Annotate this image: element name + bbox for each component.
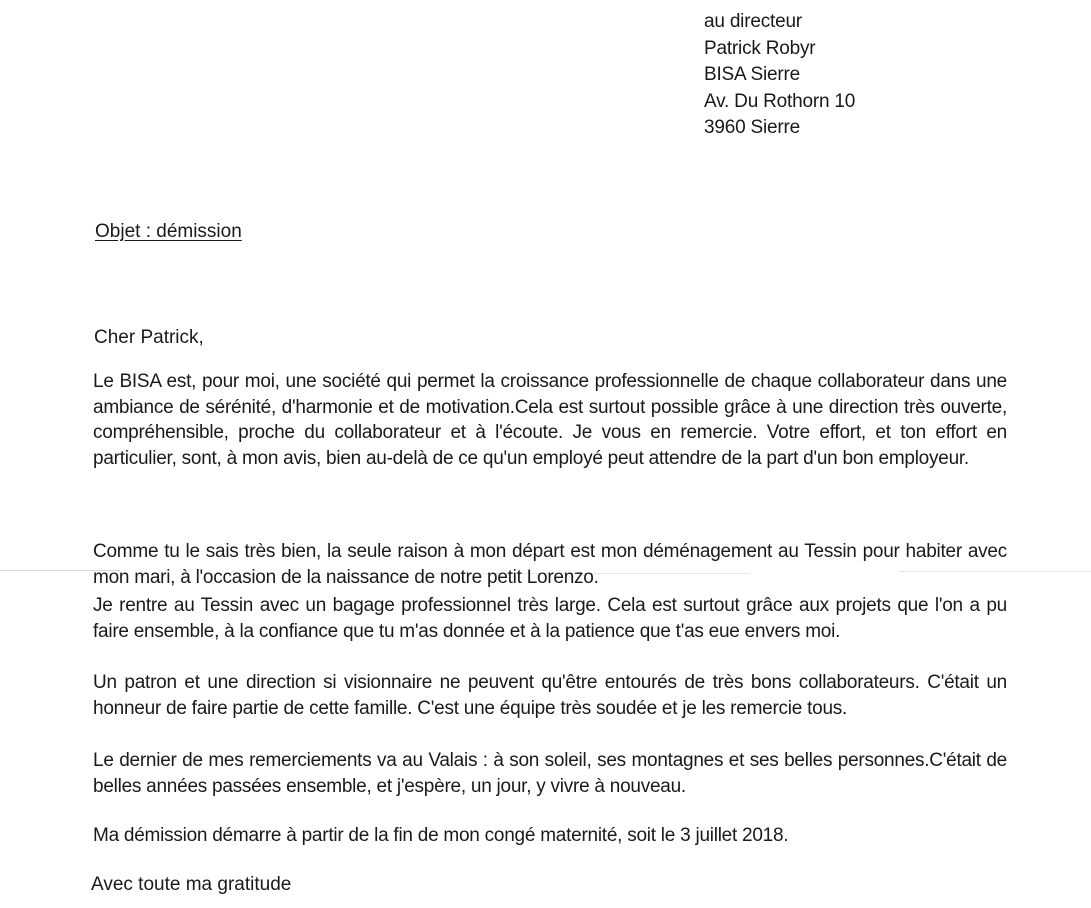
recipient-street: Av. Du Rothorn 10 — [704, 90, 856, 112]
recipient-line: au directeur — [704, 11, 802, 32]
recipient-name: Patrick Robyr — [704, 37, 816, 59]
paragraph-team: Un patron et une direction si visionnaire ne peuvent qu'être entourés de très bons collaborateurs. C'était un honneur de faire partie de cette famille. C'est une équipe très soudée et je les remercie tous. — [93, 672, 1007, 719]
paragraph-valais: Le dernier de mes remerciements va au Valais : à son soleil, ses montagnes et ses belles personnes.C'était de belles années passées ensemble, et j'espère, un jour, y vivre à nouveau. — [93, 750, 1007, 797]
paragraph-reason: Comme tu le sais très bien, la seule raison à mon départ est mon déménagement au Tessin pour habiter avec mon mari, à l'occasion de la naissance de notre petit Lorenzo. — [93, 541, 1007, 588]
letter-subject: Objet : démission — [95, 221, 242, 242]
paragraph-experience: Je rentre au Tessin avec un bagage professionnel très large. Cela est surtout grâce aux projets que l'on a pu faire ensemble, à la confiance que tu m'as donnée et à la patience que t'as eue envers moi. — [93, 595, 1007, 642]
salutation: Cher Patrick, — [94, 327, 204, 348]
recipient-city: 3960 Sierre — [704, 117, 801, 138]
closing-line: Avec toute ma gratitude — [91, 874, 292, 895]
recipient-address — [704, 9, 855, 142]
paragraph-appreciation: Le BISA est, pour moi, une société qui permet la croissance professionnelle de chaque collaborateur dans une ambiance de sérénité, d'harmonie et de motivation.Cela est surtout possible grâce à une direction très ouverte, compréhensible, proche du collaborateur et à l'écoute. Je vous en remercie. Votre effort, et ton effort en particulier, sont, à mon avis, bien au-delà de ce qu'un employé peut attendre de la part d'un bon employeur. — [93, 371, 1007, 469]
paragraph-date: Ma démission démarre à partir de la fin de mon congé maternité, soit le 3 juillet 2018. — [93, 825, 789, 846]
recipient-company: BISA Sierre — [704, 64, 801, 85]
